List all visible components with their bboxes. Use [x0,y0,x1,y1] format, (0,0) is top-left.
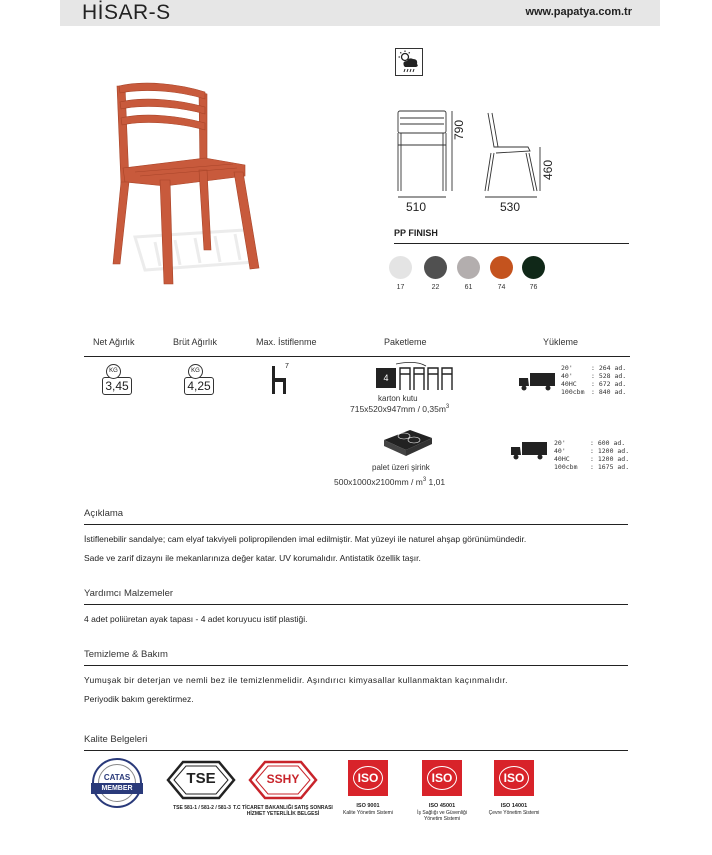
quality-title: Kalite Belgeleri [84,734,148,745]
truck-icon [518,372,556,392]
catas-member-logo: CATAS MEMBER [92,758,142,808]
specs-divider [84,356,630,357]
description-title: Açıklama [84,508,124,519]
carton-dims: $715x520x947mm / 0,35m^3$ [350,404,450,414]
header-net-weight: Net Ağırlık [93,337,135,347]
truck-icon [510,441,548,461]
swatch-76[interactable] [522,256,545,279]
iso-9001-label: ISO 9001 [356,803,380,809]
kg-icon: KG [188,364,203,379]
swatch-label: 17 [396,284,405,291]
iso-45001-label: ISO 45001 [428,803,456,809]
loading-carton-table: 20' : 264 ad. 40' : 528 ad. 40HC : 672 ad. 100cbm : 840 ad. [561,364,627,396]
aux-materials-title: Yardımcı Malzemeler [84,588,174,599]
care-text-2: Periyodik bakım gerektirmez. [84,694,194,704]
header-bar [60,0,660,26]
carton-box-icon: 4 [376,368,396,388]
loading-pallet-table: 20' : 600 ad. 40' : 1200 ad. 40HC : 1200 ad. 100cbm : 1675 ad. [554,439,630,471]
header-gross-weight: Brüt Ağırlık [173,337,218,347]
swatch-label: 76 [529,284,538,291]
net-weight-value: 3,45 [102,377,132,395]
swatch-74[interactable] [490,256,513,279]
iso-9001-sub: Kalite Yönetim Sistemi [343,810,393,816]
finish-divider [394,243,629,244]
technical-drawing [388,105,588,215]
care-text-1: Yumuşak bir deterjan ve nemli bez ile temizlenmelidir. Aşındırıcı kimyasallar kullanmaktan kaçınmalıdır. [84,675,508,685]
iso-14001-logo: ISO [494,760,534,796]
swatch-22[interactable] [424,256,447,279]
description-text-1: İstiflenebilir sandalye; cam elyaf takviyeli polipropilenden imal edilmiştir. Mat yüzeyi ile naturel ahşap görünümündedir. [84,534,527,544]
kg-icon: KG [106,364,121,379]
pallet-dims: $500x1000x2100mm / m^3$ 1,01 [334,477,446,487]
iso-14001-sub: Çevre Yönetim Sistemi [488,810,540,816]
header-packaging: Paketleme [384,337,427,347]
outdoor-weather-icon [395,48,423,76]
swatch-17[interactable] [389,256,412,279]
website-link[interactable]: www.papatya.com.tr [525,6,632,18]
sshy-label: T.C TİCARET BAKANLIĞI SATIŞ SONRASI HİZMET YETERLİLİK BELGESİ [233,805,333,817]
dim-width: 510 [406,200,427,214]
stacked-chairs-icon [270,364,294,396]
header-max-stack: Max. İstiflenme [256,337,317,347]
swatch-label: 22 [431,284,440,291]
dim-depth: 530 [500,200,521,214]
iso-9001-logo: ISO [348,760,388,796]
pallet-icon [380,426,436,460]
header-loading: Yükleme [543,337,579,347]
tse-text: TSE [186,770,216,787]
product-title: HİSAR-S [82,1,171,24]
swatch-label: 61 [464,284,473,291]
description-text-2: Sade ve zarif dizaynı ile mekanlarınıza değer katar. UV korumalıdır. Antistatik özellik taşır. [84,553,421,563]
finish-title: PP FINISH [394,228,438,238]
aux-divider [84,604,628,605]
description-divider [84,524,628,525]
chair-photo [95,72,285,302]
dim-height-total: 790 [452,119,466,140]
quality-divider [84,750,628,751]
care-divider [84,665,628,666]
four-chairs-icon [396,362,460,392]
swatch-61[interactable] [457,256,480,279]
pallet-label: palet üzeri şirink [372,463,430,472]
swatch-label: 74 [497,284,506,291]
sshy-text: SSHY [266,772,300,786]
iso-45001-sub: İş Sağlığı ve Güvenliği Yönetim Sistemi [417,810,467,822]
care-title: Temizleme & Bakım [84,649,168,660]
aux-materials-text: 4 adet poliüretan ayak tapası - 4 adet koruyucu istif plastiği. [84,614,308,624]
gross-weight-value: 4,25 [184,377,214,395]
dim-seat-height: 460 [541,159,555,180]
tse-label: TSE 581-1 / 581-2 / 581-3 [173,805,231,811]
iso-14001-label: ISO 14001 [500,803,528,809]
carton-label: karton kutu [378,394,418,403]
iso-45001-logo: ISO [422,760,462,796]
stack-count: 7 [285,363,289,370]
